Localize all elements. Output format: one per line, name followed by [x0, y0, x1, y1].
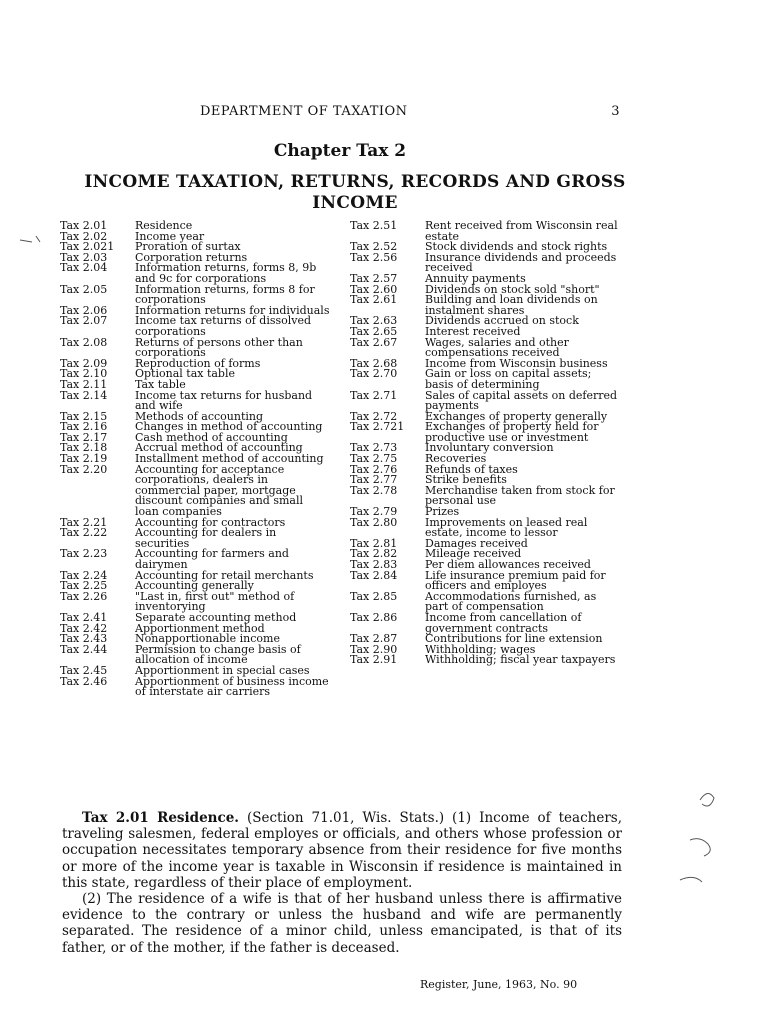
section-number: Tax 2.21	[60, 515, 108, 529]
section-title: Returns of persons other than corporations	[135, 335, 303, 360]
section-title: Improvements on leased real estate, income to lessor	[425, 515, 588, 540]
register-footer: Register, June, 1963, No. 90	[420, 978, 578, 991]
section-title: Stock dividends and stock rights	[425, 240, 608, 254]
section-number: Tax 2.01	[60, 219, 108, 232]
section-number: Tax 2.45	[60, 663, 108, 677]
section-title: Apportionment of business income of interstate air carriers	[135, 674, 329, 699]
section-number: Tax 2.87	[350, 632, 398, 646]
section-title: Accounting for retail merchants	[135, 568, 314, 582]
section-title: Wages, salaries and other compensations received	[425, 335, 569, 360]
section-title: Income tax returns for husband and wife	[135, 388, 313, 413]
section-number: Tax 2.721	[350, 420, 405, 434]
section-number: Tax 2.05	[60, 282, 108, 296]
section-number: Tax 2.46	[60, 674, 108, 688]
section-title: Exchanges of property held for productive use or investment	[425, 420, 599, 444]
section-number: Tax 2.80	[350, 515, 398, 529]
section-title: Per diem allowances received	[425, 558, 591, 571]
section-title: Residence	[135, 219, 193, 232]
section-number: Tax 2.08	[60, 335, 108, 349]
section-number: Tax 2.82	[350, 547, 398, 561]
section-title: Insurance dividends and proceeds received	[425, 250, 617, 275]
section-number: Tax 2.60	[350, 282, 398, 296]
section-title: Involuntary conversion	[425, 441, 554, 455]
section-number: Tax 2.15	[60, 409, 108, 423]
section-title: Accommodations furnished, as part of compensation	[425, 589, 597, 614]
section-title: Information returns, forms 8, 9b and 9c for corporations	[135, 261, 317, 285]
section-number: Tax 2.81	[350, 536, 398, 550]
section-title: Sales of capital assets on deferred payments	[425, 388, 618, 413]
section-title: Merchandise taken from stock for personal use	[425, 483, 615, 508]
section-title: Income from cancellation of government contracts	[425, 610, 582, 635]
section-title: Annuity payments	[425, 271, 526, 285]
section-title: Cash method of accounting	[135, 430, 288, 444]
chapter-title: INCOME TAXATION, RETURNS, RECORDS AND GROSS INCOME	[84, 172, 626, 213]
section-number: Tax 2.77	[350, 473, 398, 487]
section-number: Tax 2.85	[350, 589, 398, 603]
stray-mark	[700, 793, 714, 806]
section-title: Withholding; fiscal year taxpayers	[425, 653, 616, 667]
section-number: Tax 2.68	[350, 356, 398, 370]
section-title: Life insurance premium paid for officers and employes	[425, 568, 606, 593]
section-number: Tax 2.02	[60, 229, 108, 243]
section-title: Rent received from Wisconsin real estate	[425, 219, 618, 243]
section-title: Exchanges of property generally	[425, 409, 608, 423]
section-title: Accrual method of accounting	[135, 441, 303, 455]
section-number: Tax 2.73	[350, 441, 398, 455]
section-title: Accounting generally	[135, 579, 254, 593]
section-number: Tax 2.76	[350, 462, 398, 476]
section-title: Accounting for dealers in securities	[135, 526, 277, 550]
section-number: Tax 2.83	[350, 558, 398, 571]
section-title: Information returns for individuals	[135, 303, 330, 317]
section-title: Refunds of taxes	[425, 462, 518, 476]
section-title: Interest received	[425, 324, 521, 338]
section-title: Methods of accounting	[135, 409, 264, 423]
section-title: Income from Wisconsin business	[425, 356, 608, 370]
section-number: Tax 2.22	[60, 526, 108, 540]
section-number: Tax 2.18	[60, 441, 108, 455]
section-number: Tax 2.56	[350, 250, 398, 264]
section-title: Permission to change basis of allocation of income	[135, 642, 301, 667]
section-number: Tax 2.65	[350, 324, 398, 338]
section-number: Tax 2.79	[350, 505, 398, 519]
section-number: Tax 2.03	[60, 250, 108, 264]
section-number: Tax 2.52	[350, 240, 398, 254]
section-number: Tax 2.78	[350, 483, 398, 497]
chapter-heading: Chapter Tax 2	[273, 141, 407, 161]
section-number: Tax 2.44	[60, 642, 108, 656]
section-number: Tax 2.23	[60, 547, 108, 561]
section-number: Tax 2.41	[60, 610, 108, 624]
section-title: Optional tax table	[135, 367, 236, 381]
section-number: Tax 2.04	[60, 261, 108, 275]
section-number: Tax 2.20	[60, 462, 108, 476]
section-number: Tax 2.67	[350, 335, 398, 349]
section-title: Corporation returns	[135, 250, 248, 264]
section-title: Income year	[135, 229, 205, 243]
section-title: Reproduction of forms	[135, 356, 261, 370]
section-title: Apportionment method	[135, 621, 265, 635]
section-title: Dividends accrued on stock	[425, 314, 579, 328]
section-number: Tax 2.17	[60, 430, 108, 444]
department-name: DEPARTMENT OF TAXATION	[200, 104, 408, 119]
section-title: Accounting for farmers and dairymen	[135, 547, 289, 571]
section-number: Tax 2.42	[60, 621, 108, 635]
section-number: Tax 2.09	[60, 356, 108, 370]
section-title: Proration of surtax	[135, 240, 241, 254]
section-title: Strike benefits	[425, 473, 507, 487]
section-title: Prizes	[425, 505, 460, 519]
section-number: Tax 2.57	[350, 271, 398, 285]
section-number: Tax 2.72	[350, 409, 398, 423]
section-title: Installment method of accounting	[135, 452, 324, 466]
section-number: Tax 2.70	[350, 367, 398, 381]
section-number: Tax 2.11	[60, 377, 108, 391]
section-number: Tax 2.24	[60, 568, 108, 582]
page-number: 3	[611, 104, 620, 119]
section-title: Mileage received	[425, 547, 522, 561]
section-number: Tax 2.07	[60, 314, 108, 328]
stray-mark	[680, 877, 702, 882]
section-number: Tax 2.16	[60, 420, 108, 434]
section-number: Tax 2.25	[60, 579, 108, 593]
section-title: Building and loan dividends on instalment shares	[425, 293, 598, 317]
section-title: Tax table	[135, 377, 186, 391]
section-number: Tax 2.51	[350, 219, 398, 232]
section-title: "Last in, first out" method of inventorying	[135, 589, 295, 614]
section-title: Information returns, forms 8 for corporations	[135, 282, 315, 307]
paragraph-residence-2: (2) The residence of a wife is that of her husband unless there is affirmative evidence to the contrary or unless the husband and wife are permanently separated. The residence of a minor child, unless emancipated, is that of its father, or of the mother, if the father is deceased.	[62, 891, 622, 956]
section-title: Nonapportionable income	[135, 632, 280, 646]
section-number: Tax 2.26	[60, 589, 108, 603]
paragraph-text: (Section 71.01, Wis. Stats.) (1) Income of teachers, traveling salesmen, federal employes or officials, and others whose profession or occupation necessitates temporary absence from their residence for five months or more of the income year is taxable in Wisconsin if residence is maintained in this state, regardless of their place of employment.	[62, 810, 622, 891]
section-number: Tax 2.06	[60, 303, 108, 317]
section-title: Separate accounting method	[135, 610, 297, 624]
section-number: Tax 2.19	[60, 452, 108, 466]
section-number: Tax 2.43	[60, 632, 108, 646]
section-title: Gain or loss on capital assets; basis of determining	[425, 367, 592, 391]
section-number: Tax 2.84	[350, 568, 398, 582]
section-number: Tax 2.14	[60, 388, 108, 402]
section-title: Contributions for line extension	[425, 632, 603, 646]
section-title: Recoveries	[425, 452, 487, 466]
section-title: Dividends on stock sold "short"	[425, 282, 600, 296]
stray-mark	[690, 839, 710, 856]
stray-mark	[20, 236, 40, 242]
section-number: Tax 2.61	[350, 293, 398, 307]
section-number: Tax 2.71	[350, 388, 398, 402]
section-number: Tax 2.75	[350, 452, 398, 466]
section-number: Tax 2.63	[350, 314, 398, 328]
section-number: Tax 2.021	[60, 240, 115, 254]
section-title: Accounting for contractors	[135, 515, 286, 529]
section-title: Changes in method of accounting	[135, 420, 323, 434]
section-title: Income tax returns of dissolved corporations	[135, 314, 312, 338]
section-number: Tax 2.86	[350, 610, 398, 624]
section-title: Damages received	[425, 536, 528, 550]
section-number: Tax 2.91	[350, 653, 398, 667]
section-number: Tax 2.90	[350, 642, 398, 656]
section-title: Apportionment in special cases	[135, 663, 310, 677]
section-heading: Tax 2.01 Residence.	[82, 810, 240, 826]
section-title: Withholding; wages	[425, 642, 536, 656]
section-number: Tax 2.10	[60, 367, 108, 381]
section-title: Accounting for acceptance corporations, dealers in commercial paper, mortgage discount companies and small loan companies	[135, 462, 303, 519]
